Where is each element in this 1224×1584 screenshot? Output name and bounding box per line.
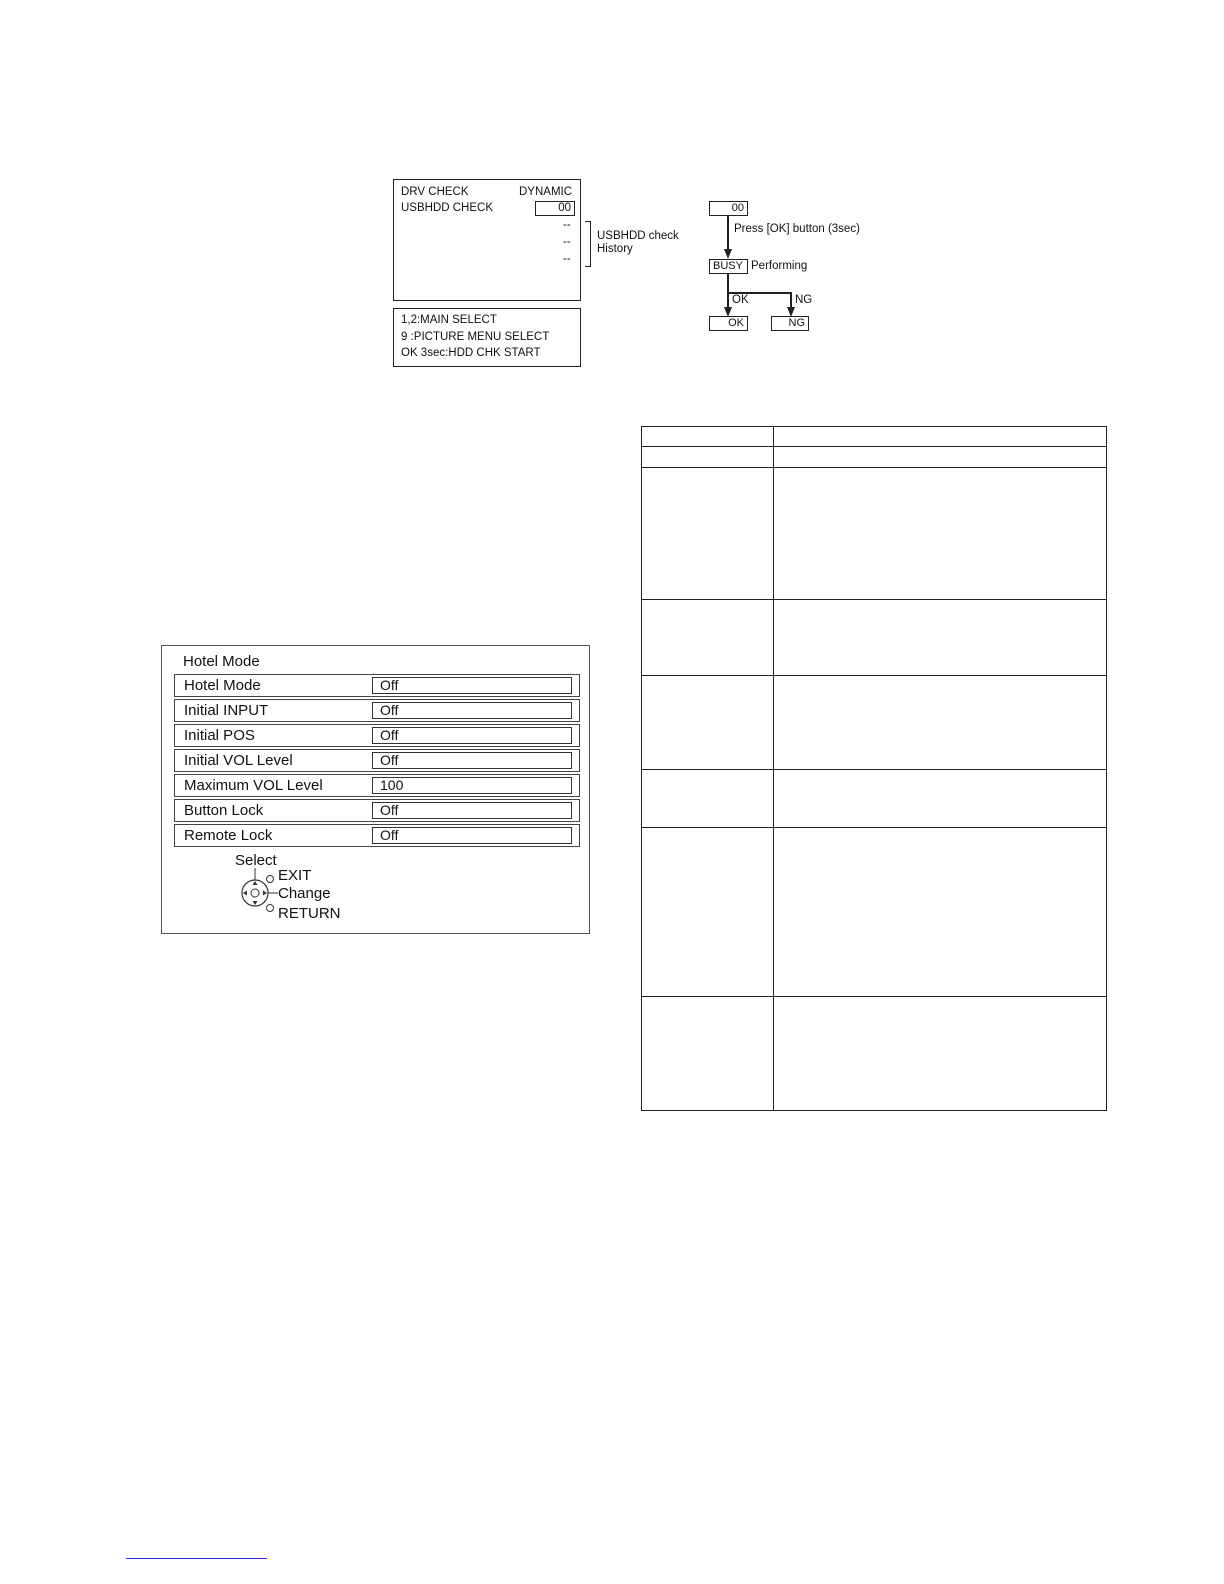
hotel-mode-row[interactable] <box>174 674 580 697</box>
flow-line <box>727 216 729 250</box>
flow-branch-ok: OK <box>732 294 749 306</box>
flow-result-ok-box <box>709 316 748 331</box>
initial-pos-row[interactable] <box>174 724 580 747</box>
flow-branch-ng: NG <box>795 294 813 306</box>
footer-link-underline <box>126 1558 267 1559</box>
initial-vol-level-label: Initial VOL Level <box>184 752 293 769</box>
flow-start-value: 00 <box>731 202 744 214</box>
maximum-vol-level-value[interactable]: 100 <box>372 777 572 794</box>
flow-result-ng: NG <box>788 317 805 329</box>
hotel-mode-title: Hotel Mode <box>183 653 260 670</box>
drv-check-title: DRV CHECK <box>401 186 469 198</box>
nav-select-label: Select <box>235 852 277 869</box>
button-lock-row[interactable] <box>174 799 580 822</box>
hotel-mode-label: Hotel Mode <box>184 677 261 694</box>
table-row-rule <box>642 769 1106 770</box>
nav-return-label: RETURN <box>278 905 341 922</box>
initial-pos-label: Initial POS <box>184 727 255 744</box>
flow-result-ng-box <box>771 316 809 331</box>
key-guide-line: 1,2:MAIN SELECT <box>401 314 497 326</box>
exit-button-icon <box>266 875 274 883</box>
nav-exit-label: EXIT <box>278 867 312 884</box>
usbhdd-value-box <box>535 201 575 216</box>
flow-busy-label: BUSY <box>713 260 743 272</box>
remote-lock-label: Remote Lock <box>184 827 273 844</box>
table-row-rule <box>642 827 1106 828</box>
history-entry: -- <box>563 253 571 265</box>
initial-pos-value[interactable]: Off <box>372 727 572 744</box>
data-table <box>641 426 1107 1111</box>
flow-result-ok: OK <box>728 317 744 329</box>
table-row-rule <box>642 996 1106 997</box>
usbhdd-value: 00 <box>558 202 571 214</box>
maximum-vol-level-label: Maximum VOL Level <box>184 777 323 794</box>
initial-vol-level-row[interactable] <box>174 749 580 772</box>
maximum-vol-level-row[interactable] <box>174 774 580 797</box>
history-bracket <box>585 221 591 267</box>
hotel-mode-value[interactable]: Off <box>372 677 572 694</box>
button-lock-label: Button Lock <box>184 802 264 819</box>
flow-busy-box <box>709 259 748 274</box>
table-row-rule <box>642 599 1106 600</box>
history-note-line1: USBHDD check <box>597 230 679 242</box>
remote-lock-value[interactable]: Off <box>372 827 572 844</box>
drv-check-mode: DYNAMIC <box>519 186 573 198</box>
history-note-line2: History <box>597 243 633 255</box>
flow-line <box>727 274 729 308</box>
table-row-rule <box>642 675 1106 676</box>
initial-input-row[interactable] <box>174 699 580 722</box>
history-entry: -- <box>563 219 571 231</box>
table-row-rule <box>642 467 1106 468</box>
key-guide-line: 9 :PICTURE MENU SELECT <box>401 331 550 343</box>
remote-lock-row[interactable] <box>174 824 580 847</box>
history-entry: -- <box>563 236 571 248</box>
key-guide-line: OK 3sec:HDD CHK START <box>401 347 541 359</box>
button-lock-value[interactable]: Off <box>372 802 572 819</box>
flow-line <box>790 292 792 308</box>
return-button-icon <box>266 904 274 912</box>
flow-performing-label: Performing <box>751 260 808 272</box>
flow-start-box <box>709 201 748 216</box>
table-row-rule <box>642 446 1106 447</box>
nav-change-label: Change <box>278 885 331 902</box>
initial-input-value[interactable]: Off <box>372 702 572 719</box>
initial-input-label: Initial INPUT <box>184 702 269 719</box>
usbhdd-check-label: USBHDD CHECK <box>401 202 494 214</box>
flow-press-note: Press [OK] button (3sec) <box>734 223 860 235</box>
flow-arrow <box>724 249 732 259</box>
initial-vol-level-value[interactable]: Off <box>372 752 572 769</box>
